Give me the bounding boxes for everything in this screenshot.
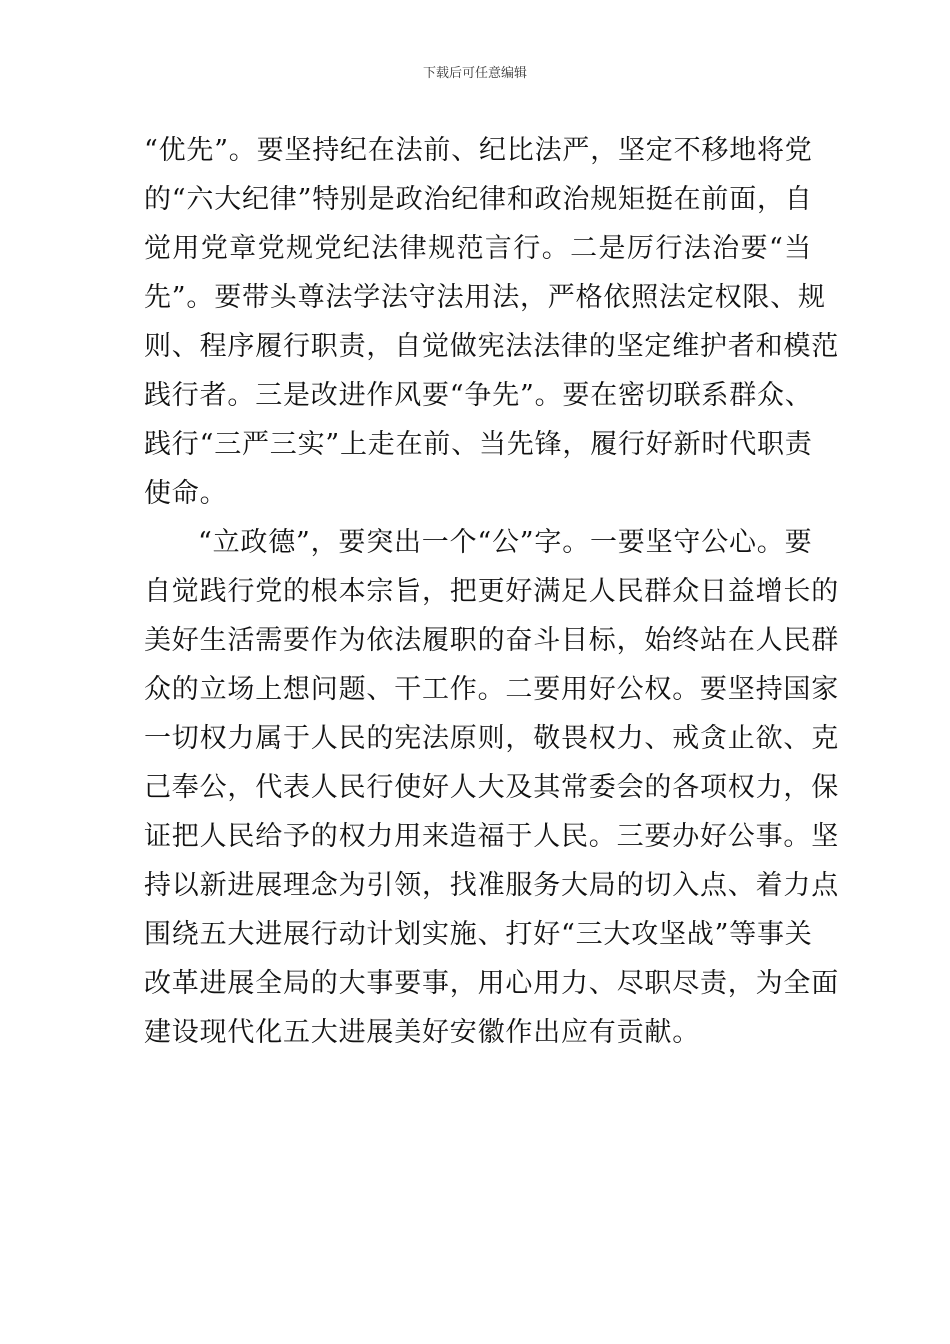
text-line: 己奉公，代表人民行使好人大及其常委会的各项权力，保 xyxy=(144,772,839,803)
text-line: “优先”。要坚持纪在法前、纪比法严，坚定不移地将党 xyxy=(144,135,813,166)
text-line: 持以新进展理念为引领，找准服务大局的切入点、着力点 xyxy=(144,870,839,901)
text-line: 则、程序履行职责，自觉做宪法法律的坚定维护者和模范 xyxy=(144,331,839,362)
text-line: 践行“三严三实”上走在前、当先锋，履行好新时代职责 xyxy=(144,429,813,460)
page-header: 下载后可任意编辑 xyxy=(422,66,527,81)
text-line: 改革进展全局的大事要事，用心用力、尽职尽责，为全面 xyxy=(144,968,839,999)
text-line: 的“六大纪律”特别是政治纪律和政治规矩挺在前面，自 xyxy=(144,184,813,215)
text-line: 觉用党章党规党纪法律规范言行。二是厉行法治要“当 xyxy=(144,233,812,264)
text-line: 先”。要带头尊法学法守法用法，严格依照法定权限、规 xyxy=(144,282,826,313)
text-line: 证把人民给予的权力用来造福于人民。三要办好公事。坚 xyxy=(144,821,839,852)
text-line: 围绕五大进展行动计划实施、打好“三大攻坚战”等事关 xyxy=(144,919,813,950)
document-body xyxy=(144,126,839,1057)
text-line: 使命。 xyxy=(144,478,228,509)
text-line: 自觉践行党的根本宗旨，把更好满足人民群众日益增长的 xyxy=(144,576,839,607)
text-line: 众的立场上想问题、干工作。二要用好公权。要坚持国家 xyxy=(144,674,839,705)
text-line: 美好生活需要作为依法履职的奋斗目标，始终站在人民群 xyxy=(144,625,839,656)
paragraph-first-line: “立政德”，要突出一个“公”字。一要坚守公心。要 xyxy=(198,527,813,558)
text-line: 建设现代化五大进展美好安徽作出应有贡献。 xyxy=(144,1017,700,1048)
text-line: 践行者。三是改进作风要“争先”。要在密切联系群众、 xyxy=(144,380,813,411)
text-line: 一切权力属于人民的宪法原则，敬畏权力、戒贪止欲、克 xyxy=(144,723,839,754)
